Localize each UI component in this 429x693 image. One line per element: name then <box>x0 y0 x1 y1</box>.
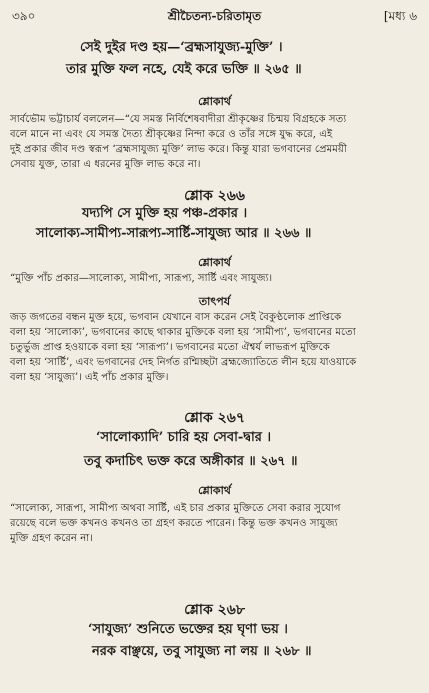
purport-266-line-2: বলা হয় ‘সালোক্য’, ভগবানের কাছে থাকার মুক্তিকে বলা হয় ‘সামীপ্য’, ভগবানের মতো <box>10 327 356 338</box>
verse-heading-266: শ্লোক ২৬৬ <box>184 188 245 204</box>
translation-265-line-1: সার্বভৌম ভট্টাচার্য বললেন—“যে সমস্ত নির্বিশেষবাদীরা শ্রীকৃষ্ণের চিন্ময় বিগ্রহকে সত্য <box>10 114 347 125</box>
translation-265-line-4: সেবায় যুক্ত, তারা এ ধরনের মুক্তি লাভ করে না। <box>10 159 201 170</box>
translation-267-line-2: রয়েছে বলে ভক্ত কখনও কখনও তা গ্রহণ করতে পারেন। কিন্তু ভক্ত কখনও সাযুজ্য <box>10 518 338 529</box>
translation-265-line-3: দুই প্রকার জীব দণ্ড স্বরূপ ‘ব্রহ্মসাযুজ্য মুক্তি’ লাভ করে। কিন্তু যারা ভগবানের প্রেমময়ী <box>10 144 347 155</box>
page-number: ৩৯০ <box>12 9 36 23</box>
translation-265-line-2: বলে মানে না এবং যে সমস্ত দৈত্য শ্রীকৃষ্ণের নিন্দা করে ও তাঁর সঙ্গে যুদ্ধ করে, এই <box>10 129 333 140</box>
purport-266-line-1: জড় জগতের বন্ধন মুক্ত হয়ে, ভগবান যেখানে বাস করেন সেই বৈকুণ্ঠলোক প্রাপ্তিকে <box>10 312 342 323</box>
verse-heading-268: শ্লোক ২৬৮ <box>184 602 245 618</box>
running-header <box>0 6 429 26</box>
verse-267-line-2: তবু কদাচিৎ ভক্ত করে অঙ্গীকার ॥ ২৬৭ ॥ <box>84 454 298 469</box>
purport-label-266: তাৎপর্য <box>198 295 231 308</box>
translation-label-267: শ্লোকার্থ <box>198 484 231 497</box>
translation-267-line-1: “সালোক্য, সারূপ্য, সামীপ্য অথবা সার্ষ্টি, এই চার প্রকার মুক্তিতে সেবা করার সুযোগ <box>10 503 341 514</box>
verse-266-line-1: যদ্যপি সে মুক্তি হয় পঞ্চ-প্রকার । <box>82 206 248 221</box>
verse-268-line-1: ‘সাযুজ্য’ শুনিতে ভক্তের হয় ঘৃণা ভয় । <box>88 622 288 637</box>
verse-heading-267: শ্লোক ২৬৭ <box>184 410 245 426</box>
purport-266-line-5: বলা হয় ‘সাযুজ্য’। এই পাঁচ প্রকার মুক্তি। <box>10 372 169 383</box>
verse-265-line-2: তার মুক্তি ফল নহে, যেই করে ভক্তি ॥ ২৬৫ ॥ <box>66 62 302 77</box>
book-title: শ্রীচৈতন্য-চরিতামৃত <box>167 9 262 23</box>
verse-265-line-1: সেই দুইর দণ্ড হয়—‘ব্রহ্মসাযুজ্য-মুক্তি’ । <box>80 40 283 55</box>
translation-label-266: শ্লোকার্থ <box>198 256 231 269</box>
section-label: [মধ্য ৬ <box>383 9 417 23</box>
verse-268-line-2: নরক বাঞ্ছয়ে, তবু সাযুজ্য না লয় ॥ ২৬৮ ॥ <box>92 644 312 659</box>
translation-267-line-3: মুক্তি গ্রহণ করেন না। <box>10 533 93 544</box>
purport-266-line-4: বলা হয় ‘সার্ষ্টি’, এবং ভগবানের দেহ নির্গত রশ্মিচ্ছটা ব্রহ্মজ্যোতিতে লীন হয়ে যাওয়াকে <box>10 357 357 368</box>
verse-266-line-2: সালোক্য-সামীপ্য-সারূপ্য-সার্ষ্টি-সাযুজ্য আর ॥ ২৬৬ ॥ <box>36 226 312 241</box>
translation-label-265: শ্লোকার্থ <box>198 95 231 108</box>
translation-266-line-1: “মুক্তি পাঁচ প্রকার—সালোক্য, সামীপ্য, সারূপ্য, সার্ষ্টি এবং সাযুজ্য। <box>10 273 273 284</box>
verse-267-line-1: ‘সালোক্যাদি’ চারি হয় সেবা-দ্বার । <box>96 430 272 445</box>
purport-266-line-3: চতুর্ভুজ প্রাপ্ত হওয়াকে বলা হয় ‘সারূপ্য’। ভগবানের মতো ঐশ্বর্য লাভরূপ মুক্তিকে <box>10 342 330 353</box>
